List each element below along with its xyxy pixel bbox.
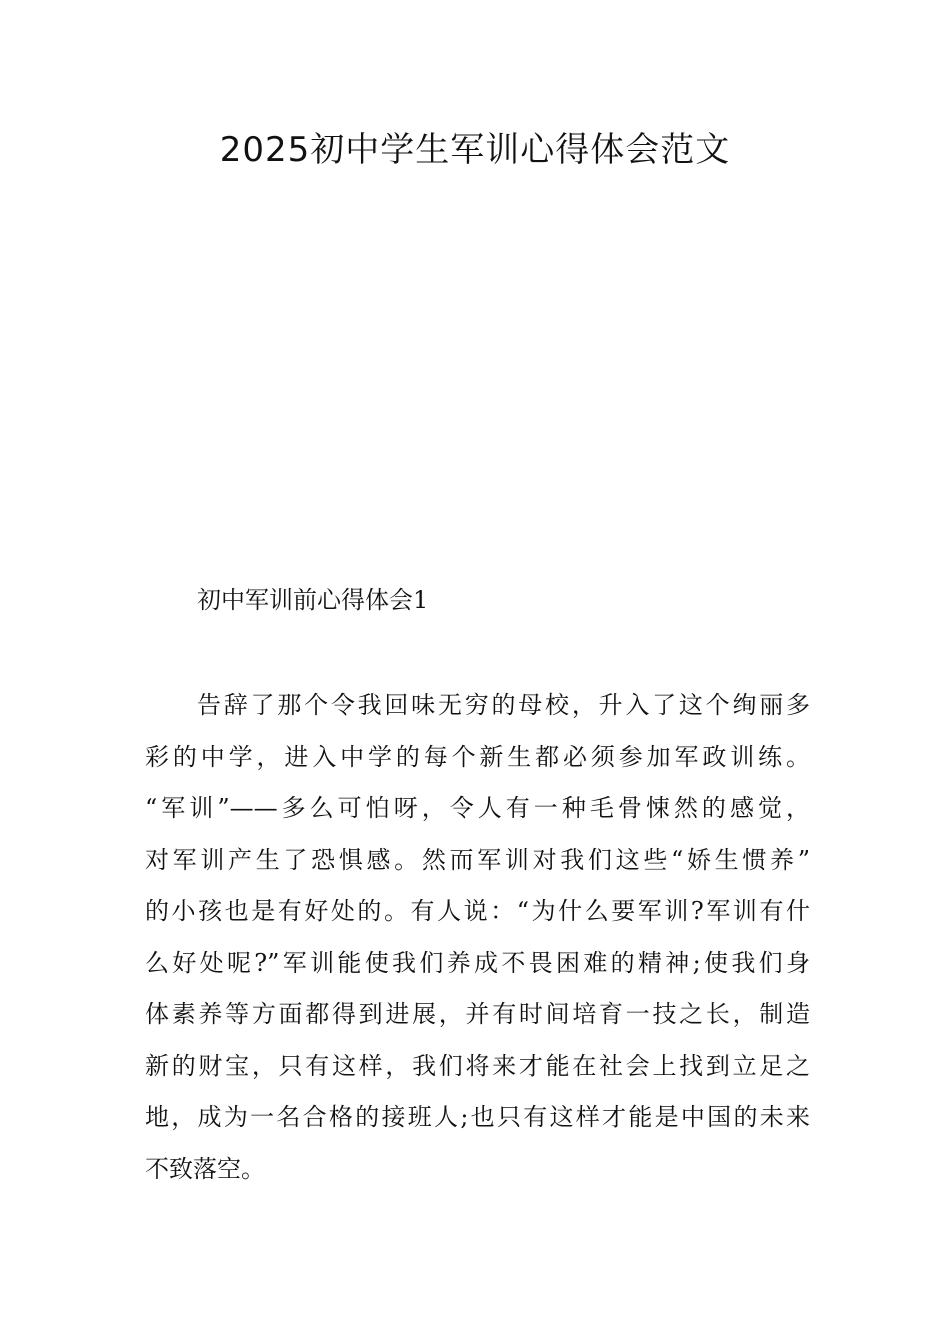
paragraph-line: 彩的中学，进入中学的每个新生都必须参加军政训练。 <box>145 742 810 771</box>
document-title: 2025初中学生军训心得体会范文 <box>219 130 731 170</box>
paragraph-line: 地，成为一名合格的接班人;也只有这样才能是中国的未来 <box>145 1103 810 1131</box>
paragraph-line: 对军训产生了恐惧感。然而军训对我们这些“娇生惯养” <box>145 845 810 874</box>
paragraph-line: 的小孩也是有好处的。有人说：“为什么要军训?军训有什 <box>145 897 810 925</box>
paragraph-line: 新的财宝，只有这样，我们将来才能在社会上找到立足之 <box>145 1051 810 1080</box>
paragraph-line: “军训”——多么可怕呀，令人有一种毛骨悚然的感觉， <box>145 794 810 822</box>
section-heading: 初中军训前心得体会1 <box>197 586 429 614</box>
paragraph-line: 不致落空。 <box>145 1154 265 1183</box>
paragraph-line: 体素养等方面都得到进展，并有时间培育一技之长，制造 <box>145 1000 810 1028</box>
body-paragraph <box>145 680 810 1195</box>
paragraph-line: 么好处呢?”军训能使我们养成不畏困难的精神;使我们身 <box>145 948 810 977</box>
paragraph-line: 告辞了那个令我回味无穷的母校，升入了这个绚丽多 <box>197 691 810 719</box>
